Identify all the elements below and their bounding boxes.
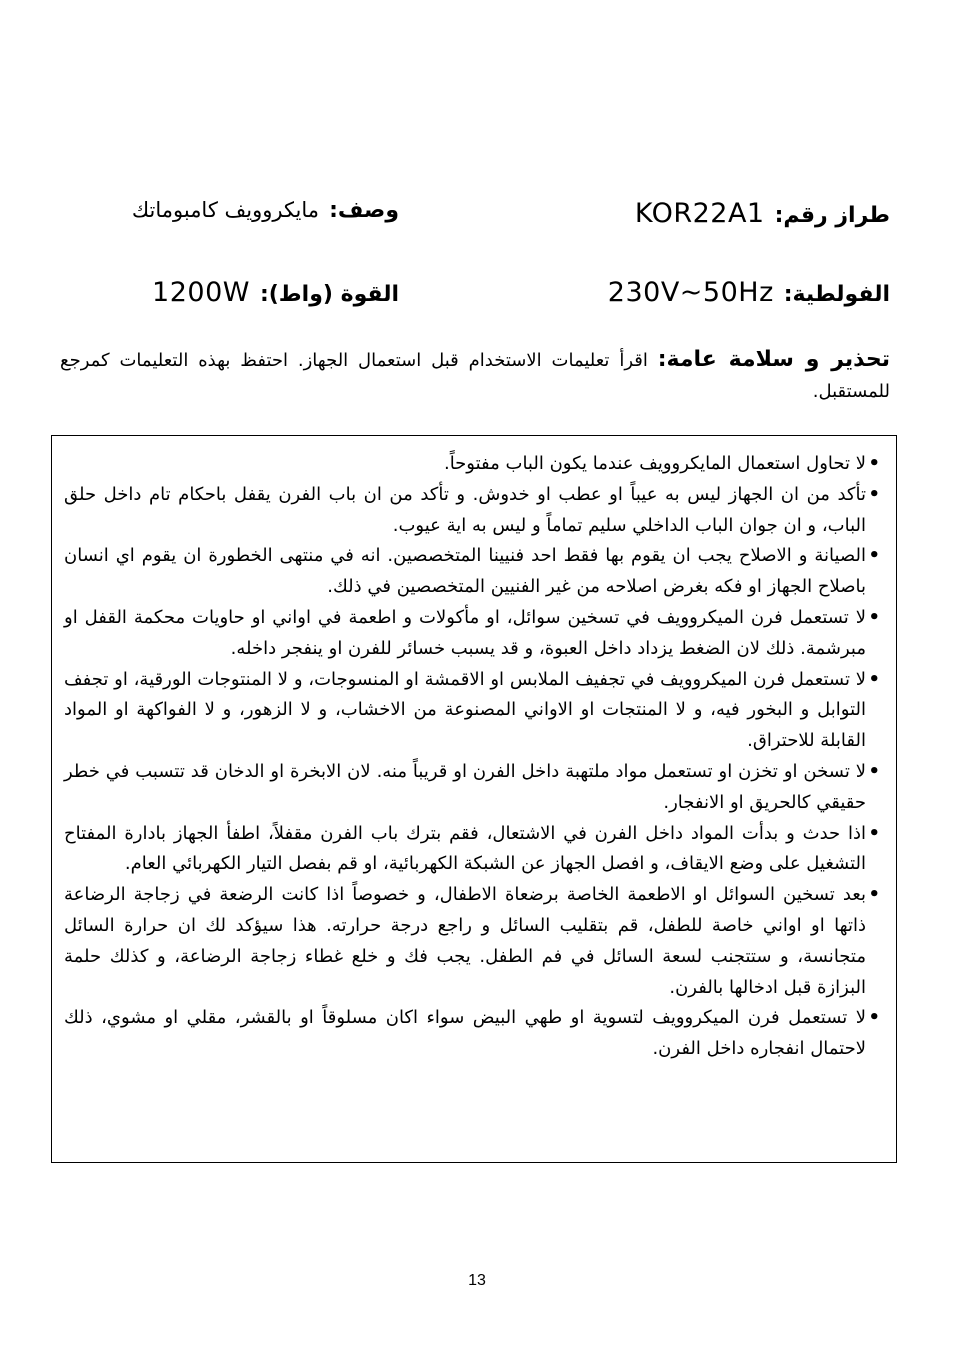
page-number: 13 [468, 1272, 486, 1289]
power-value: 1200W [152, 277, 250, 308]
warning-label: تحذير و سلامة عامة: [657, 347, 890, 372]
voltage-spec [608, 277, 890, 308]
power-label: القوة (واط): [259, 282, 399, 307]
notice-item: • اذا حدث و بدأت المواد داخل الفرن في الاشتعال، فقم بترك باب الفرن مقفلاً، اطفأ الجهاز بادارة المفتاح التشغيل على وضع الايقاف، و افصل الجهاز عن الشبكة الكهربائية، او قم بفصل التيار الكهربائي العام. [64, 819, 880, 881]
warning-text: اقرأ تعليمات الاستخدام قبل استعمال الجهاز. احتفظ بهذه التعليمات كمرجع للمستقبل. [60, 350, 890, 402]
description-value: مايكروويف كامبوماتك [131, 198, 320, 222]
power-spec [152, 277, 399, 308]
description-label: وصف: [329, 198, 399, 223]
safety-notices-list [52, 436, 896, 1065]
notice-item: • لا تستعمل فرن الميكروويف في تسخين سوائل، او مأكولات و اطعمة في اواني او حاويات محكمة القفل او مبرشمة. ذلك لان الضغط يزداد داخل العبوة، و قد يسبب خسائر للفرن او ينفجر داخله. [64, 603, 880, 665]
model-value: KOR22A1 [634, 198, 765, 229]
notice-item: • لا تسخن او تخزن او تستعمل مواد ملتهبة داخل الفرن او قريباً منه. لان الابخرة او الدخان قد تتسبب في خطر حقيقي كالحريق او الانفجار. [64, 757, 880, 819]
notice-item: • لا تحاول استعمال المايكروويف عندما يكون الباب مفتوحاً. [64, 449, 880, 480]
notice-item: • تأكد من ان الجهاز ليس به عيباً او عطب او خدوش. و تأكد من ان باب الفرن يقفل باحكام تام داخل حلق الباب، و ان جوان الباب الداخلي سليم تماماً و ليس به اية عيوب. [64, 480, 880, 542]
specs-row-model [0, 198, 954, 238]
notice-item: • الصيانة و الاصلاح يجب ان يقوم بها فقط احد فنيينا المتخصصين. انه في منتهى الخطورة ان يقوم اي انسان باصلاح الجهاز او فكه بغرض اصلاحه من غير الفنيين المتخصصين في ذلك. [64, 541, 880, 603]
notice-item: • لا تستعمل فرن الميكروويف لتسوية او طهي البيض سواء اكان مسلوقاً او بالقشر، مقلي او مشوي، ذلك لاحتمال انفجاره داخل الفرن. [64, 1003, 880, 1065]
safety-notices-box [51, 435, 897, 1163]
model-spec [635, 198, 890, 229]
description-spec [132, 198, 399, 223]
general-safety-warning [60, 344, 890, 407]
model-label: طراز رقم: [774, 203, 890, 228]
voltage-value: 230V~50Hz [607, 277, 774, 308]
voltage-label: الفولطية: [783, 282, 890, 307]
specs-row-electrical [0, 277, 954, 317]
notice-item: • لا تستعمل فرن الميكروويف في تجفيف الملابس او الاقمشة او المنسوجات، و لا المنتوجات الورقية، او تجفف التوابل و البخور فيه، و لا المنتجات او الاواني المصنوعة من الاخشاب، و لا الزهور، و لا الفواكهة او المواد القابلة للاحتراق. [64, 665, 880, 757]
notice-item: • بعد تسخين السوائل او الاطعمة الخاصة برضعاة الاطفال، و خصوصاً اذا كانت الرضعة في زجاجة الرضاعة ذاتها او اواني خاصة للطفل، قم بتقليب السائل و راجع درجة حرارته. هذا سيؤكد لك ان حرارة السائل متجانسة، و ستتجنب لسعة السائل في فم الطفل. يجب فك و خلع غطاء زجاجة الرضاعة، و كذلك حلمة البزازة قبل ادخالها بالفرن. [64, 880, 880, 1003]
